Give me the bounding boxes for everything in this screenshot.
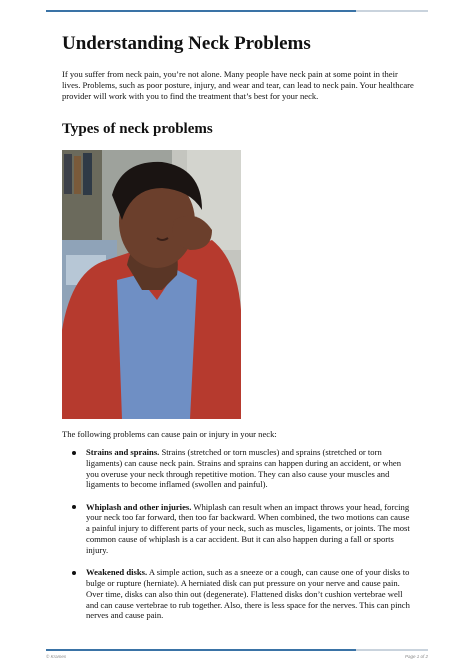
list-item bbox=[62, 567, 414, 621]
list-item bbox=[62, 502, 414, 556]
list-item bbox=[62, 447, 414, 490]
problems-intro: The following problems can cause pain or injury in your neck: bbox=[62, 429, 277, 439]
intro-paragraph: If you suffer from neck pain, you’re not alone. Many people have neck pain at some point in their lives. Problems, such as poor posture, injury, and wear and tear, can lead to neck pain. Your healthcare provider will work with you to find the treatment that’s best for your neck. bbox=[62, 69, 414, 101]
bullet-icon bbox=[72, 451, 76, 455]
problem-term: Whiplash and other injuries. bbox=[86, 501, 192, 512]
woman-neck-pain-photo bbox=[62, 150, 241, 419]
footer-page-number: Page 1 of 2 bbox=[404, 654, 428, 659]
problem-term: Strains and sprains. bbox=[86, 447, 160, 457]
photo-illustration bbox=[62, 150, 241, 419]
footer-rule bbox=[46, 649, 428, 651]
section-heading: Types of neck problems bbox=[62, 121, 213, 137]
bullet-icon bbox=[72, 571, 76, 575]
neck-problems-list bbox=[62, 447, 414, 633]
problem-term: Weakened disks. bbox=[86, 567, 148, 578]
problem-description: Whiplash can result when an impact throws your head, forcing your neck too far forward, then too far backward. When combined, the two motions can cause a painful injury to different parts of your neck, such as muscles, ligaments, or joints. The most common cause of whiplash is a car accident. But it can also happen during a fall or sports injury. bbox=[86, 501, 410, 555]
bullet-icon bbox=[72, 505, 76, 509]
header-rule bbox=[46, 10, 428, 12]
header-rule-accent bbox=[46, 10, 356, 12]
problem-description: Strains (stretched or torn muscles) and sprains (stretched or torn ligaments) can cause neck pain. Strains and sprains can happen during an accident, or when you overuse your neck through repetitive motion. They can also cause your muscles and ligaments to become inflamed (swollen and painful). bbox=[86, 447, 401, 490]
page-title: Understanding Neck Problems bbox=[62, 33, 311, 54]
footer-copyright: © Krames bbox=[46, 654, 67, 659]
footer-rule-accent bbox=[46, 649, 356, 651]
problem-description: A simple action, such as a sneeze or a cough, can cause one of your disks to bulge or rupture (herniate). A herniated disk can put pressure on your nerve and cause pain. Over time, disks can also thin out (degenerate). Flattened disks don’t cushion vertebrae well and can cause vertebrae to rub together. Also, there is less space for the nerves. This can pinch nerves and cause pain. bbox=[86, 567, 410, 621]
